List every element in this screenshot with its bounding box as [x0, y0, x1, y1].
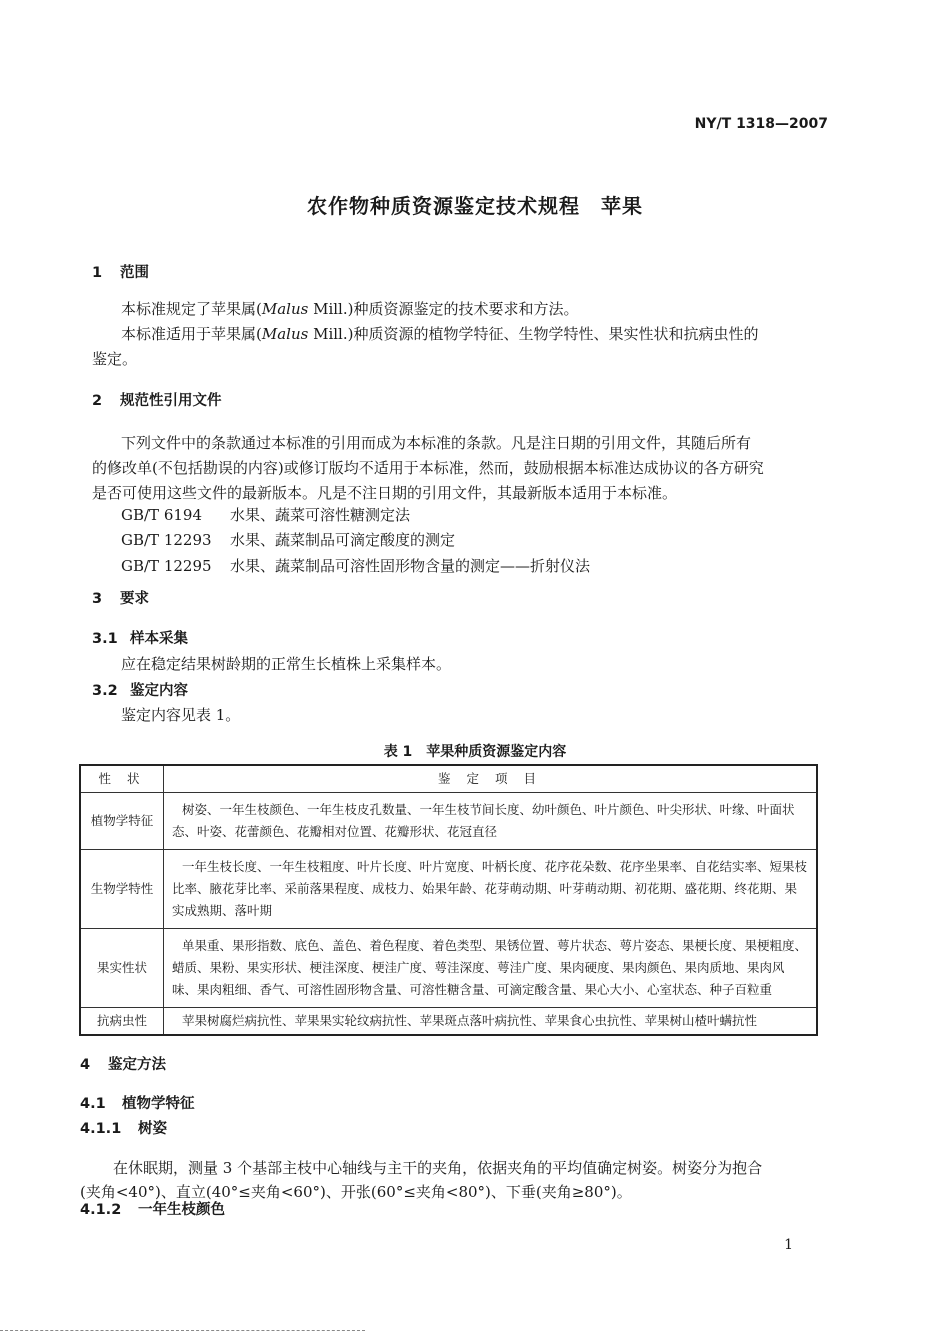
table-cell-items: 树姿、一年生枝颜色、一年生枝皮孔数量、一年生枝节间长度、幼叶颜色、叶片颜色、叶尖形状、叶缘、叶面状态、叶姿、花蕾颜色、花瓣相对位置、花瓣形状、花冠直径 [164, 793, 818, 850]
section-3-1-heading: 3.1 样本采集 [92, 631, 188, 647]
page-number: 1 [784, 1237, 793, 1253]
table-cell-items: 苹果树腐烂病抗性、苹果果实轮纹病抗性、苹果斑点落叶病抗性、苹果食心虫抗性、苹果树山楂叶螨抗性 [164, 1008, 818, 1036]
table-cell-trait: 植物学特征 [80, 793, 164, 850]
reference-3: GB/T 12295 水果、蔬菜制品可溶性固形物含量的测定——折射仪法 [121, 557, 591, 575]
table-row [80, 793, 817, 850]
scan-edge-line [0, 1330, 365, 1331]
section-1-para-2-cont: 鉴定。 [92, 350, 138, 368]
section-4-heading: 4 鉴定方法 [80, 1057, 166, 1073]
reference-1: GB/T 6194 水果、蔬菜可溶性糖测定法 [121, 506, 411, 524]
table-row [80, 850, 817, 929]
table-header-trait: 性 状 [80, 765, 164, 793]
table-cell-trait: 果实性状 [80, 929, 164, 1008]
section-1-para-1: 本标准规定了苹果属(Malus Mill.)种质资源鉴定的技术要求和方法。 [121, 300, 579, 318]
appraisal-table [79, 764, 818, 1036]
section-4-1-heading: 4.1 植物学特征 [80, 1096, 195, 1112]
table-cell-trait: 生物学特性 [80, 850, 164, 929]
table-cell-trait: 抗病虫性 [80, 1008, 164, 1036]
table-row [80, 929, 817, 1008]
reference-2: GB/T 12293 水果、蔬菜制品可滴定酸度的测定 [121, 531, 456, 549]
section-4-1-1-line-1: 在休眠期，测量 3 个基部主枝中心轴线与主干的夹角，依据夹角的平均值确定树姿。树姿分为抱合 [113, 1159, 763, 1177]
section-3-2-heading: 3.2 鉴定内容 [92, 683, 188, 699]
standard-number: NY/T 1318—2007 [694, 116, 828, 132]
section-3-2-text: 鉴定内容见表 1。 [121, 706, 241, 724]
section-3-1-text: 应在稳定结果树龄期的正常生长植株上采集样本。 [121, 655, 452, 673]
section-2-heading: 2 规范性引用文件 [92, 393, 222, 409]
section-3-heading: 3 要求 [92, 591, 149, 607]
page-title: 农作物种质资源鉴定技术规程 苹果 [307, 194, 643, 218]
table-caption: 表 1 苹果种质资源鉴定内容 [383, 744, 567, 760]
table-cell-items: 单果重、果形指数、底色、盖色、着色程度、着色类型、果锈位置、萼片状态、萼片姿态、果梗长度、果梗粗度、蜡质、果粉、果实形状、梗洼深度、梗洼广度、萼洼深度、萼洼广度、果肉硬度、果肉颜色、果肉质地、果肉风味、果肉粗细、香气、可溶性固形物含量、可溶性糖含量、可滴定酸含量、果心大小、心室状态、种子百粒重 [164, 929, 818, 1008]
section-2-line-2: 的修改单(不包括勘误的内容)或修订版均不适用于本标准，然而，鼓励根据本标准达成协议的各方研究 [92, 459, 764, 477]
section-2-line-1: 下列文件中的条款通过本标准的引用而成为本标准的条款。凡是注日期的引用文件，其随后所有 [121, 434, 752, 452]
section-4-1-2-heading: 4.1.2 一年生枝颜色 [80, 1202, 225, 1218]
section-1-heading: 1 范围 [92, 265, 149, 281]
section-1-para-2: 本标准适用于苹果属(Malus Mill.)种质资源的植物学特征、生物学特性、果实性状和抗病虫性的 [121, 325, 759, 343]
section-4-1-1-line-2: (夹角<40°)、直立(40°≤夹角<60°)、开张(60°≤夹角<80°)、下垂(夹角≥80°)。 [80, 1183, 632, 1201]
table-cell-items: 一年生枝长度、一年生枝粗度、叶片长度、叶片宽度、叶柄长度、花序花朵数、花序坐果率、自花结实率、短果枝比率、腋花芽比率、采前落果程度、成枝力、始果年龄、花芽萌动期、叶芽萌动期、初花期、盛花期、终花期、果实成熟期、落叶期 [164, 850, 818, 929]
table-header-row [80, 765, 817, 793]
section-2-line-3: 是否可使用这些文件的最新版本。凡是不注日期的引用文件，其最新版本适用于本标准。 [92, 484, 678, 502]
table-header-items: 鉴 定 项 目 [164, 765, 818, 793]
table-row [80, 1008, 817, 1036]
section-4-1-1-heading: 4.1.1 树姿 [80, 1121, 167, 1137]
